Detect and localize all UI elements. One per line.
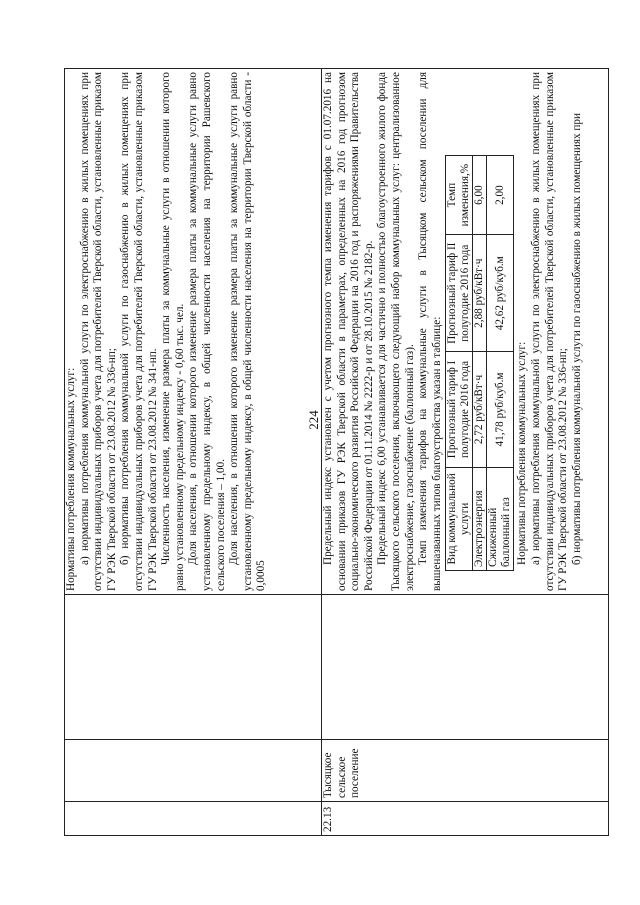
tariff-row-electricity — [473, 156, 487, 571]
paragraph: Предельный индекс установлен с учетом прогнозного темпа изменения тарифов с 01.07.2016 на основании приказов ГУ РЭК Тверской области в параметрах, определенных на 2016 год прогнозом социально-экономического развития Российской Федерации на 2016 год и распоряжениями Правительства Российской Федерации от 01.11.2014 № 2222-р и от 28.10.2015 № 2182-р. — [322, 72, 375, 591]
row-number: 22.13 — [322, 802, 609, 836]
text-cell — [322, 69, 609, 595]
tariff-cell: 2,88 руб/кВт·ч — [473, 235, 487, 352]
tariff-cell: 41,78 руб/куб.м — [487, 352, 514, 468]
table-row-continued — [65, 69, 322, 836]
rotated-page-content — [64, 68, 609, 836]
tariff-header: Темп изменения,% — [446, 156, 473, 235]
tariff-header-row — [446, 156, 473, 571]
settlements-table — [64, 68, 609, 836]
tariff-header: Прогнозный тариф I полугодие 2016 года — [446, 352, 473, 468]
tariff-header: Прогнозный тариф II полугодие 2016 года — [446, 235, 473, 352]
tariff-cell: Электроэнергия — [473, 467, 487, 570]
paragraph: а) нормативы потребления коммунальной услуги по электроснабжению в жилых помещениях при отсутствии индивидуальных приборов учета для потребителей Тверской области, установленные приказом ГУ РЭК Тверской области от 23.08.2012 № 336-нп; — [529, 72, 570, 591]
paragraph: Темп изменения тарифов на коммунальные услуги в Тысяцком сельском поселении для вышеназванных типов благоустройства указан в таблице: — [417, 72, 443, 591]
blank-cell — [65, 595, 322, 740]
text-cell — [65, 69, 322, 595]
page-number: 224 — [306, 410, 321, 430]
paragraph: Численность населения, изменение размера платы за коммунальные услуги в отношении которого равно установленному предельному индексу - 0,60 тыс. чел. — [160, 72, 186, 591]
tariff-cell: 2,00 — [487, 156, 514, 235]
tariff-cell: 6,00 — [473, 156, 487, 235]
tariff-table — [445, 155, 514, 571]
tariff-cell: 2,72 руб/кВт·ч — [473, 352, 487, 468]
paragraph: Предельный индекс 6,00 устанавливается для частично и полностью благоустроенного жилого фонда Тысяцкого сельского поселения, включающего следующий набор коммунальных услуг: централизованное электроснабжение, газоснабжение (баллонный газ). — [376, 72, 416, 591]
paragraph: Доля населения, в отношении которого изменение размера платы за коммунальные услуги равно установленному предельному индексу, в общей численности населения на территории Тверской области - 0,0005 — [228, 72, 268, 591]
table-row-tysyatskoe — [322, 69, 609, 836]
tariff-cell: Сжиженный баллонный газ — [487, 467, 514, 570]
row-name-cell — [65, 740, 322, 802]
paragraph: б) нормативы потребления коммунальной услуги по газоснабжению в жилых помещениях при — [570, 113, 583, 565]
paragraph: а) нормативы потребления коммунальной услуги по электроснабжению в жилых помещениях при отсутствии индивидуальных приборов учета для потребителей Тверской области, установленные приказом ГУ РЭК Тверской области от 23.08.2012 № 336-нп; — [78, 72, 118, 591]
tariff-cell: 42,62 руб/куб.м — [487, 235, 514, 352]
tariff-header: Вид коммунальной услуги — [446, 467, 473, 570]
row-number-cell — [65, 802, 322, 836]
paragraph: Нормативы потребления коммунальных услуг: — [65, 367, 77, 591]
paragraph: б) нормативы потребления коммунальной услуги по газоснабжению в жилых помещениях при отсутствии индивидуальных приборов учета для потребителей Тверской области, установленные приказом ГУ РЭК Тверской области от 23.08.2012 № 341-нп. — [119, 72, 159, 591]
paragraph: Нормативы потребления коммунальных услуг: — [516, 341, 529, 565]
paragraph: Доля населения, в отношении которого изменение размера платы за коммунальные услуги равно установленному предельному индексу, в общей численности населения на территории Рашевского сельского поселения – 1,00. — [187, 72, 227, 591]
tariff-row-gas — [487, 156, 514, 571]
blank-cell — [322, 595, 609, 740]
settlement-name: Тысяцкое сельское поселение — [322, 740, 609, 802]
